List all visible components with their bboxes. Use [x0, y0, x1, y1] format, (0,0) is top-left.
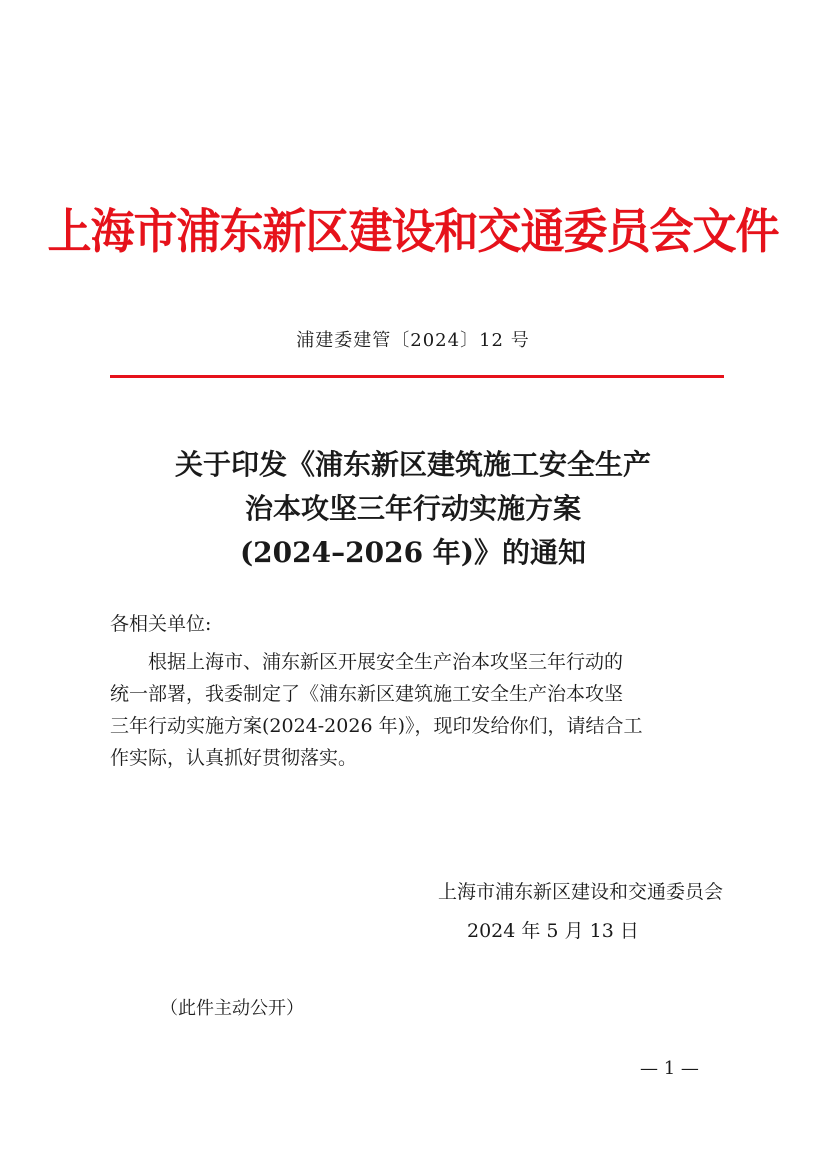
masthead-title: 上海市浦东新区建设和交通委员会文件: [47, 204, 779, 260]
notice-title-line: 治本攻坚三年行动实施方案: [244, 492, 581, 525]
body-line: 作实际，认真抓好贯彻落实。: [110, 747, 358, 769]
notice-title: [0, 443, 826, 575]
issue-date: 2024 年 5 月 13 日: [467, 920, 639, 942]
page-number: — 1 —: [640, 1058, 699, 1079]
notice-title-line: (2024–2026 年)》的通知: [239, 536, 587, 569]
document-number: 浦建委建管〔2024〕12 号: [296, 330, 530, 351]
issuer-signature: 上海市浦东新区建设和交通委员会: [437, 881, 723, 903]
body-line: 统一部署，我委制定了《浦东新区建筑施工安全生产治本攻坚: [110, 683, 624, 705]
body-line: 三年行动实施方案(2024-2026 年)》，现印发给你们，请结合工: [110, 715, 643, 737]
body-line: 根据上海市、浦东新区开展安全生产治本攻坚三年行动的: [148, 651, 624, 673]
body-paragraph: [110, 646, 720, 774]
disclosure-note: （此件主动公开）: [160, 998, 304, 1019]
salutation: 各相关单位:: [110, 613, 212, 635]
notice-title-line: 关于印发《浦东新区建筑施工安全生产: [174, 448, 651, 481]
red-divider-line: [110, 375, 724, 378]
